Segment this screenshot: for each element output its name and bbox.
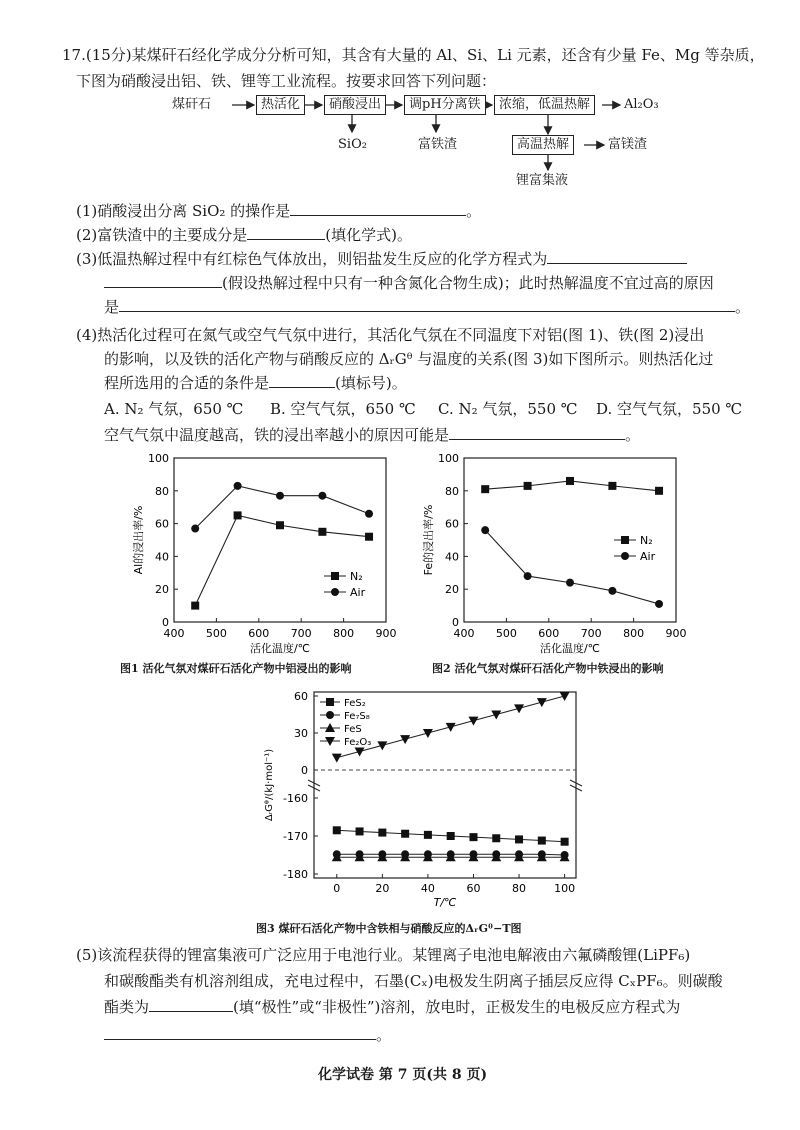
y-axis-label: Al的浸出率/%	[132, 505, 145, 575]
legend-label: FeS₂	[344, 698, 366, 709]
x-tick-label: 800	[623, 627, 645, 640]
data-point-circle	[655, 600, 663, 608]
flow-step-high-temp: 高温热解	[512, 135, 574, 155]
answer-blank-5b[interactable]	[104, 1025, 376, 1040]
data-point-square	[191, 602, 199, 610]
option-c[interactable]: C. N₂ 气氛，550 ℃	[438, 400, 578, 418]
y-axis-label: Fe的浸出率/%	[422, 504, 435, 576]
y-tick-label: 0	[301, 764, 308, 777]
x-tick-label: 900	[375, 627, 397, 640]
data-point-triangle-down	[332, 754, 342, 763]
answer-blank-1[interactable]	[290, 201, 466, 216]
data-point-square	[561, 838, 569, 846]
part-5a: (5)该流程获得的锂富集液可广泛应用于电池行业。某锂离子电池电解液由六氟磷酸锂(LiPF₆)	[76, 946, 691, 964]
part-3a: (3)低温热解过程中有红棕色气体放出，则铝盐发生反应的化学方程式为	[76, 248, 687, 270]
data-point-square	[515, 835, 523, 843]
legend-marker	[621, 552, 629, 560]
figure-2-fe-leaching-chart	[408, 448, 698, 658]
y-tick-label: 100	[438, 452, 459, 465]
flow-step-acid-leach: 硝酸浸出	[324, 95, 386, 115]
y-tick-label: 60	[155, 517, 169, 531]
part-4a: (4)热活化过程可在氮气或空气气氛中进行，其活化气氛在不同温度下对铝(图 1)、铁(图 2)浸出	[76, 326, 705, 344]
x-tick-label: 600	[248, 627, 270, 640]
x-tick-label: 400	[163, 627, 185, 640]
data-point-square	[276, 521, 284, 529]
y-axis-label: ΔᵣGᶿ/(kJ·mol⁻¹)	[264, 748, 275, 822]
flow-step-ph-iron: 调pH分离铁	[404, 95, 486, 115]
flow-out-al2o3: Al₂O₃	[624, 97, 659, 112]
data-point-square	[566, 477, 574, 485]
flow-step-low-temp: 浓缩，低温热解	[494, 95, 595, 115]
y-tick-label: 0	[162, 616, 169, 629]
x-tick-label: 20	[375, 882, 390, 895]
flow-out-li-liquid: 锂富集液	[516, 173, 569, 188]
answer-blank-4b[interactable]	[449, 425, 625, 440]
data-point-square	[356, 827, 364, 835]
figure-3-caption: 图3 煤矸石活化产物中含铁相与硝酸反应的ΔᵣGᶿ−T图	[256, 922, 522, 935]
data-point-square	[447, 832, 455, 840]
y-tick-label: 40	[445, 550, 459, 564]
answer-blank-2[interactable]	[247, 225, 325, 240]
part-1: (1)硝酸浸出分离 SiO₂ 的操作是 。	[76, 202, 482, 220]
legend-label: Air	[350, 586, 366, 599]
flow-out-fe-residue: 富铁渣	[418, 137, 458, 152]
y-tick-label: 80	[445, 484, 459, 498]
part-3b: (假设热解过程中只有一种含氮化合物生成)；此时热解温度不宜过高的原因	[104, 272, 714, 294]
x-tick-label: 900	[665, 627, 687, 640]
option-a[interactable]: A. N₂ 气氛，650 ℃	[104, 400, 244, 418]
y-tick-label: 20	[155, 583, 169, 597]
x-tick-label: 500	[495, 627, 517, 640]
data-point-square	[481, 485, 489, 493]
flow-out-mg-residue: 富镁渣	[608, 137, 648, 152]
y-tick-label: 30	[294, 727, 308, 740]
data-point-square	[365, 533, 373, 541]
x-axis-label: 活化温度/℃	[249, 642, 311, 655]
part-5d: 。	[104, 1024, 391, 1046]
y-tick-label: 100	[148, 452, 169, 465]
y-tick-label: -180	[283, 868, 308, 881]
answer-blank-3a[interactable]	[547, 249, 687, 264]
data-point-square	[378, 829, 386, 837]
data-point-circle	[318, 492, 326, 500]
data-point-square	[234, 511, 242, 519]
data-point-square	[524, 482, 532, 490]
data-point-square	[401, 830, 409, 838]
x-tick-label: 500	[205, 627, 227, 640]
answer-blank-5a[interactable]	[149, 997, 233, 1012]
data-point-circle	[234, 482, 242, 490]
data-point-circle	[608, 587, 616, 595]
x-tick-label: 60	[466, 882, 481, 895]
x-tick-label: 800	[333, 627, 355, 640]
x-tick-label: 100	[554, 882, 576, 895]
answer-blank-4a[interactable]	[269, 373, 335, 388]
x-tick-label: 80	[512, 882, 527, 895]
legend-label: FeS	[344, 724, 362, 735]
data-point-circle	[481, 526, 489, 534]
y-tick-label: 0	[452, 616, 459, 629]
x-axis-label: T/℃	[433, 896, 457, 909]
answer-blank-3b[interactable]	[104, 273, 222, 288]
y-tick-label: -160	[283, 792, 308, 805]
legend-label: N₂	[350, 570, 363, 583]
flow-step-activation: 热活化	[256, 95, 305, 115]
legend-marker	[331, 572, 339, 580]
y-tick-label: -170	[283, 830, 308, 843]
x-tick-label: 40	[420, 882, 435, 895]
x-tick-label: 700	[290, 627, 312, 640]
legend-label: Fe₇S₈	[344, 711, 370, 722]
legend-marker	[326, 711, 334, 719]
x-axis-label: 活化温度/℃	[539, 642, 601, 655]
data-point-circle	[566, 579, 574, 587]
figure-1-al-leaching-chart	[118, 448, 408, 658]
x-tick-label: 400	[453, 627, 475, 640]
flow-start: 煤矸石	[172, 97, 212, 112]
option-b[interactable]: B. 空气气氛，650 ℃	[270, 400, 416, 418]
data-point-circle	[276, 492, 284, 500]
data-point-square	[424, 831, 432, 839]
part-5b: 和碳酸酯类有机溶剂组成，充电过程中，石墨(Cₓ)电极发生阴离子插层反应得 CₓPF₆。则碳酸	[104, 972, 723, 990]
figure-3-gibbs-energy-chart	[256, 686, 586, 916]
data-point-square	[655, 487, 663, 495]
legend-label: Air	[640, 550, 656, 563]
y-tick-label: 40	[155, 550, 169, 564]
x-tick-label: 600	[538, 627, 560, 640]
legend-marker	[326, 698, 334, 706]
x-tick-label: 0	[333, 882, 341, 895]
data-point-square	[469, 833, 477, 841]
y-tick-label: 80	[155, 484, 169, 498]
part-2: (2)富铁渣中的主要成分是 (填化学式)。	[76, 226, 412, 244]
figure-2-caption: 图2 活化气氛对煤矸石活化产物中铁浸出的影响	[432, 662, 664, 675]
data-point-square	[538, 837, 546, 845]
question-header-2: 下图为硝酸浸出铝、铁、锂等工业流程。按要求回答下列问题：	[76, 72, 497, 90]
y-tick-label: 60	[445, 517, 459, 531]
process-flowchart	[170, 92, 730, 192]
question-header: 17.(15分)某煤矸石经化学成分分析可知，其含有大量的 Al、Si、Li 元素，还含有少量 Fe、Mg 等杂质，	[62, 46, 765, 64]
part-4c: 程所选用的合适的条件是 (填标号)。	[104, 374, 407, 392]
data-point-circle	[365, 510, 373, 518]
y-tick-label: 20	[445, 583, 459, 597]
legend-marker	[621, 536, 629, 544]
answer-blank-3c[interactable]	[119, 297, 735, 312]
data-point-circle	[191, 525, 199, 533]
part-4b: 的影响，以及铁的活化产物与硝酸反应的 ΔᵣGᶿ 与温度的关系(图 3)如下图所示。则热活化过	[104, 350, 714, 368]
part-3c: 是 。	[104, 298, 751, 316]
x-tick-label: 700	[580, 627, 602, 640]
figure-1-caption: 图1 活化气氛对煤矸石活化产物中铝浸出的影响	[120, 662, 352, 675]
legend-label: N₂	[640, 534, 653, 547]
part-4d: 空气气氛中温度越高，铁的浸出率越小的原因可能是 。	[104, 426, 641, 444]
page-footer: 化学试卷 第 7 页(共 8 页)	[318, 1067, 488, 1083]
flow-out-sio2: SiO₂	[338, 137, 367, 152]
series-line-circle	[485, 530, 659, 604]
legend-label: Fe₂O₃	[344, 737, 372, 748]
part-5c: 酯类为 (填“极性”或“非极性”)溶剂，放电时，正极发生的电极反应方程式为	[104, 998, 681, 1016]
data-point-square	[333, 826, 341, 834]
data-point-square	[492, 834, 500, 842]
data-point-square	[608, 482, 616, 490]
y-tick-label: 60	[294, 690, 308, 703]
legend-marker	[331, 588, 339, 596]
data-point-square	[318, 528, 326, 536]
option-d[interactable]: D. 空气气氛，550 ℃	[596, 400, 743, 418]
data-point-circle	[524, 572, 532, 580]
